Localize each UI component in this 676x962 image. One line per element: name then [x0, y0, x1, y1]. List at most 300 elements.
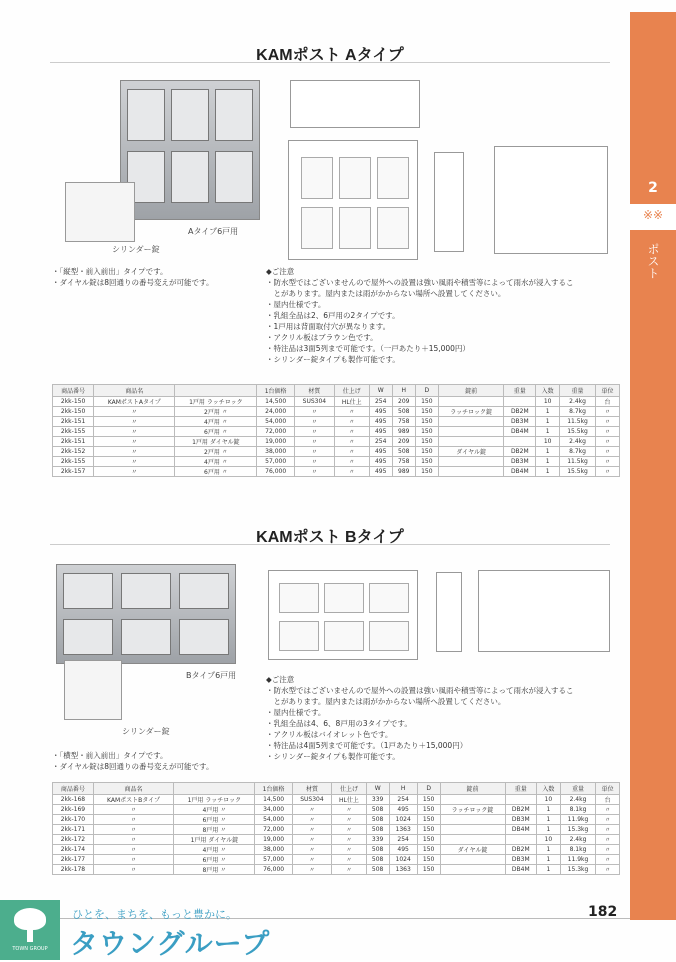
table-cell: DB2M: [505, 845, 537, 855]
section-b-note: ・防水型ではございませんので屋外への設置は強い風雨や積雪等によって雨水が浸入するこ: [266, 686, 574, 695]
table-cell: 508: [366, 815, 389, 825]
table-cell: 72,000: [257, 427, 295, 437]
section-a-note: ・1戸用は背面取付穴が異なります。: [266, 322, 391, 331]
table-cell: 508: [366, 825, 389, 835]
table-header-cell: 単位: [596, 385, 620, 397]
table-cell: 〃: [94, 437, 175, 447]
table-cell: 〃: [596, 845, 620, 855]
table-cell: 15.3kg: [560, 865, 596, 875]
section-b-back-drawing: [478, 570, 610, 652]
table-cell: 38,000: [255, 845, 292, 855]
brand-name: タウングループ: [70, 927, 271, 960]
table-cell: 495: [369, 407, 392, 417]
section-a-rule: [50, 62, 610, 63]
table-cell: 2戸用 〃: [175, 447, 257, 457]
table-header-cell: 重量: [505, 783, 537, 795]
table-header-cell: 材質: [294, 385, 334, 397]
table-row: [53, 467, 620, 477]
table-header-cell: H: [392, 385, 415, 397]
table-cell: 〃: [596, 805, 620, 815]
table-row: [53, 805, 620, 815]
table-cell: DB3M: [504, 457, 536, 467]
table-cell: 〃: [94, 427, 175, 437]
table-cell: 〃: [332, 825, 367, 835]
table-cell: 1戸用 ダイヤル錠: [175, 437, 257, 447]
table-cell: 1: [536, 407, 560, 417]
table-cell: 〃: [292, 835, 332, 845]
section-b-notes: [266, 674, 574, 762]
section-b-lock-inset-photo: [64, 660, 122, 720]
tree-icon: [14, 908, 46, 930]
table-cell: 254: [369, 437, 392, 447]
section-b-note: ・屋内仕様です。: [266, 708, 326, 717]
table-cell: 1: [537, 815, 561, 825]
table-cell: 339: [366, 795, 389, 805]
table-cell: 495: [389, 805, 417, 815]
table-cell: ラッチロック錠: [440, 805, 505, 815]
table-header-cell: 材質: [292, 783, 332, 795]
table-header-cell: W: [369, 385, 392, 397]
table-cell: 34,000: [255, 805, 292, 815]
table-cell: 495: [369, 447, 392, 457]
page-number: 182: [588, 904, 618, 920]
table-cell: 〃: [332, 805, 367, 815]
table-cell: 6戸用 〃: [175, 467, 257, 477]
table-cell: DB3M: [504, 417, 536, 427]
table-cell: 24,000: [257, 407, 295, 417]
table-header-cell: 錠前: [438, 385, 504, 397]
table-cell: 1: [537, 805, 561, 815]
table-cell: [438, 427, 504, 437]
table-header-cell: 商品名: [94, 385, 175, 397]
section-a-bullets: [52, 266, 213, 288]
table-cell: 〃: [332, 845, 367, 855]
section-b-note: ・特注品は4面5列まで可能です。（1戸あたり＋15,000円）: [266, 741, 468, 750]
table-cell: [440, 865, 505, 875]
table-cell: 1024: [389, 815, 417, 825]
table-cell: [440, 855, 505, 865]
table-cell: 〃: [596, 865, 620, 875]
table-cell: DB2M: [504, 447, 536, 457]
table-cell: 〃: [334, 457, 369, 467]
table-cell: 台: [596, 397, 620, 407]
table-row: [53, 437, 620, 447]
table-cell: 〃: [292, 825, 332, 835]
table-cell: 54,000: [257, 417, 295, 427]
section-b-inset-caption: シリンダー錠: [122, 727, 170, 736]
table-cell: 495: [369, 427, 392, 437]
table-cell: 150: [415, 407, 438, 417]
table-cell: 〃: [292, 855, 332, 865]
section-a-side-drawing: [290, 80, 420, 128]
table-cell: 508: [366, 865, 389, 875]
table-cell: 495: [369, 467, 392, 477]
table-header-row: [53, 783, 620, 795]
section-a-photo-caption: Aタイプ6戸用: [188, 227, 239, 236]
table-cell: 15.5kg: [560, 467, 596, 477]
table-cell: 〃: [292, 845, 332, 855]
section-a-notes-title: ◆ご注意: [266, 267, 295, 276]
table-cell: 〃: [292, 865, 332, 875]
table-cell: 2kk-170: [53, 815, 94, 825]
table-cell: 150: [415, 417, 438, 427]
table-cell: 2kk-151: [53, 417, 94, 427]
logo-text: TOWN GROUP: [12, 946, 48, 952]
table-cell: 11.5kg: [560, 417, 596, 427]
table-cell: 150: [417, 795, 440, 805]
side-tab-pattern: ※※: [642, 208, 664, 222]
table-cell: 8.7kg: [560, 447, 596, 457]
table-cell: 8戸用 〃: [174, 825, 255, 835]
table-cell: ラッチロック錠: [438, 407, 504, 417]
table-cell: 〃: [93, 815, 173, 825]
table-cell: 6戸用 〃: [174, 855, 255, 865]
table-cell: 150: [417, 855, 440, 865]
section-b-rule: [50, 544, 610, 545]
table-cell: 〃: [332, 835, 367, 845]
table-cell: ダイヤル錠: [438, 447, 504, 457]
table-cell: 150: [417, 865, 440, 875]
section-a-note: ・屋内仕様です。: [266, 300, 326, 309]
table-cell: 150: [415, 427, 438, 437]
town-group-logo: [0, 900, 60, 960]
table-row: [53, 825, 620, 835]
table-cell: 76,000: [255, 865, 292, 875]
table-cell: 1363: [389, 865, 417, 875]
table-cell: 11.5kg: [560, 457, 596, 467]
table-header-cell: 単位: [596, 783, 620, 795]
table-cell: [440, 795, 505, 805]
table-cell: [505, 835, 537, 845]
section-b-front-drawing: [268, 570, 418, 660]
table-cell: DB4M: [504, 427, 536, 437]
table-cell: [440, 835, 505, 845]
tree-trunk-icon: [27, 928, 33, 942]
table-cell: 〃: [332, 855, 367, 865]
table-cell: 495: [369, 457, 392, 467]
table-cell: 1: [536, 427, 560, 437]
section-b-bullets: [52, 750, 213, 772]
table-cell: 〃: [94, 457, 175, 467]
table-cell: [440, 825, 505, 835]
table-header-cell: 商品番号: [53, 783, 94, 795]
table-cell: 1: [537, 865, 561, 875]
table-cell: 2kk-172: [53, 835, 94, 845]
table-cell: 150: [417, 825, 440, 835]
table-cell: DB2M: [504, 407, 536, 417]
table-cell: 150: [417, 835, 440, 845]
section-a-note: ・特注品は3面5列まで可能です。（一戸あたり＋15,000円）: [266, 344, 470, 353]
table-cell: SUS304: [292, 795, 332, 805]
section-b-title: KAMポスト Bタイプ: [256, 529, 404, 546]
table-cell: 〃: [332, 865, 367, 875]
table-cell: DB3M: [505, 815, 537, 825]
table-row: [53, 835, 620, 845]
table-cell: [438, 437, 504, 447]
table-cell: 〃: [334, 467, 369, 477]
table-cell: 2kk-157: [53, 467, 94, 477]
table-header-cell: 商品番号: [53, 385, 94, 397]
table-cell: 989: [392, 427, 415, 437]
table-cell: 209: [392, 437, 415, 447]
table-header-cell: H: [389, 783, 417, 795]
table-cell: 150: [415, 437, 438, 447]
table-header-cell: D: [415, 385, 438, 397]
table-cell: 150: [415, 397, 438, 407]
table-cell: 〃: [334, 417, 369, 427]
table-cell: 〃: [93, 835, 173, 845]
table-cell: 〃: [596, 835, 620, 845]
table-cell: 10: [536, 437, 560, 447]
table-cell: 8戸用 〃: [174, 865, 255, 875]
table-cell: 10: [536, 397, 560, 407]
table-cell: 2kk-177: [53, 855, 94, 865]
table-cell: 1: [537, 855, 561, 865]
table-header-cell: 仕上げ: [334, 385, 369, 397]
section-a-note: とがあります。屋内または雨がかからない場所へ設置してください。: [266, 289, 506, 298]
section-b-notes-title: ◆ご注意: [266, 675, 295, 684]
table-row: [53, 427, 620, 437]
table-cell: 14,500: [257, 397, 295, 407]
table-cell: HL仕上: [334, 397, 369, 407]
table-cell: [438, 397, 504, 407]
table-cell: 〃: [294, 467, 334, 477]
table-cell: 508: [366, 845, 389, 855]
table-cell: 254: [369, 397, 392, 407]
table-cell: 150: [417, 805, 440, 815]
table-cell: 〃: [596, 457, 620, 467]
table-cell: 10: [537, 795, 561, 805]
table-cell: 6戸用 〃: [175, 427, 257, 437]
table-cell: 4戸用 〃: [175, 417, 257, 427]
table-cell: 72,000: [255, 825, 292, 835]
table-cell: 2戸用 〃: [175, 407, 257, 417]
table-cell: 2kk-155: [53, 457, 94, 467]
table-cell: 1戸用 ラッチロック: [174, 795, 255, 805]
table-cell: 〃: [596, 467, 620, 477]
table-cell: 〃: [292, 805, 332, 815]
table-cell: 〃: [294, 457, 334, 467]
table-cell: 15.5kg: [560, 427, 596, 437]
section-b-note: とがあります。屋内または雨がかからない場所へ設置してください。: [266, 697, 506, 706]
table-cell: 4戸用 〃: [174, 805, 255, 815]
table-cell: 〃: [596, 407, 620, 417]
table-row: [53, 457, 620, 467]
section-a-note: ・防水型ではございませんので屋外への設置は強い風雨や積雪等によって雨水が浸入するこ: [266, 278, 574, 287]
table-cell: 〃: [93, 845, 173, 855]
side-tab-bottom-bar: [630, 292, 676, 920]
table-cell: DB2M: [505, 805, 537, 815]
table-cell: 〃: [596, 825, 620, 835]
table-cell: HL仕上: [332, 795, 367, 805]
table-cell: 209: [392, 397, 415, 407]
table-cell: 2kk-151: [53, 437, 94, 447]
table-cell: 〃: [332, 815, 367, 825]
table-cell: 508: [366, 805, 389, 815]
table-cell: 508: [392, 447, 415, 457]
table-cell: 150: [415, 467, 438, 477]
table-cell: 〃: [596, 447, 620, 457]
table-row: [53, 417, 620, 427]
table-cell: [440, 815, 505, 825]
table-cell: 2kk-169: [53, 805, 94, 815]
section-b-note: ・乳組全品は4、6、8戸用の3タイプです。: [266, 719, 412, 728]
table-cell: 15.3kg: [560, 825, 596, 835]
table-row: [53, 845, 620, 855]
table-cell: 2kk-150: [53, 397, 94, 407]
table-cell: 4戸用 〃: [174, 845, 255, 855]
table-cell: 254: [389, 835, 417, 845]
table-cell: 1: [536, 457, 560, 467]
table-cell: 508: [366, 855, 389, 865]
table-cell: 〃: [334, 427, 369, 437]
table-header-cell: [174, 783, 255, 795]
table-cell: 150: [417, 815, 440, 825]
table-cell: KAMポストBタイプ: [93, 795, 173, 805]
table-cell: 〃: [93, 865, 173, 875]
table-cell: 54,000: [255, 815, 292, 825]
table-cell: 〃: [596, 417, 620, 427]
section-a-title: KAMポスト Aタイプ: [256, 47, 404, 64]
table-header-cell: 1台価格: [255, 783, 292, 795]
table-cell: 2.4kg: [560, 795, 596, 805]
table-cell: 4戸用 〃: [175, 457, 257, 467]
table-cell: 10: [537, 835, 561, 845]
table-cell: 〃: [94, 447, 175, 457]
chapter-number: 2: [630, 172, 676, 204]
table-cell: 758: [392, 457, 415, 467]
table-cell: 台: [596, 795, 620, 805]
table-cell: 1024: [389, 855, 417, 865]
table-cell: [438, 467, 504, 477]
table-row: [53, 447, 620, 457]
table-header-cell: 商品名: [93, 783, 173, 795]
table-row: [53, 855, 620, 865]
table-header-cell: 重量: [560, 385, 596, 397]
table-cell: 1: [537, 825, 561, 835]
table-cell: 6戸用 〃: [174, 815, 255, 825]
table-cell: 989: [392, 467, 415, 477]
table-cell: KAMポストAタイプ: [94, 397, 175, 407]
table-cell: 2kk-168: [53, 795, 94, 805]
table-cell: 76,000: [257, 467, 295, 477]
table-cell: 19,000: [255, 835, 292, 845]
table-cell: 1: [536, 467, 560, 477]
section-a-lock-inset-photo: [65, 182, 135, 242]
table-cell: 〃: [596, 815, 620, 825]
table-cell: 1363: [389, 825, 417, 835]
table-cell: 339: [366, 835, 389, 845]
table-cell: 38,000: [257, 447, 295, 457]
section-b-bullet: ・ダイヤル錠は8回通りの番号変えが可能です。: [52, 762, 214, 771]
section-b-depth-drawing: [436, 572, 462, 652]
table-cell: 〃: [334, 437, 369, 447]
table-cell: 2kk-174: [53, 845, 94, 855]
table-cell: 2kk-155: [53, 427, 94, 437]
table-cell: SUS304: [294, 397, 334, 407]
table-cell: 150: [417, 845, 440, 855]
table-cell: 2kk-178: [53, 865, 94, 875]
table-cell: ダイヤル錠: [440, 845, 505, 855]
table-cell: [504, 397, 536, 407]
brand-tagline: ひとを、まちを、もっと豊かに。: [72, 908, 237, 921]
table-cell: 508: [392, 407, 415, 417]
table-cell: 57,000: [255, 855, 292, 865]
table-header-cell: 重量: [560, 783, 596, 795]
section-b-spec-table: [52, 782, 620, 875]
table-cell: 〃: [294, 437, 334, 447]
section-a-note: ・シリンダー錠タイプも製作可能です。: [266, 355, 400, 364]
table-cell: 8.1kg: [560, 845, 596, 855]
table-cell: 57,000: [257, 457, 295, 467]
table-row: [53, 815, 620, 825]
table-cell: [504, 437, 536, 447]
table-cell: 11.9kg: [560, 815, 596, 825]
table-header-cell: 入数: [537, 783, 561, 795]
section-a-note: ・アクリル板はブラウン色です。: [266, 333, 378, 342]
section-a-note: ・乳組全品は2、6戸用の2タイプです。: [266, 311, 400, 320]
section-a-spec-table: [52, 384, 620, 477]
table-cell: 〃: [334, 447, 369, 457]
table-cell: 1: [536, 447, 560, 457]
table-header-cell: 重量: [504, 385, 536, 397]
table-cell: 1: [537, 845, 561, 855]
table-row: [53, 865, 620, 875]
table-cell: 150: [415, 457, 438, 467]
table-cell: 2.4kg: [560, 835, 596, 845]
section-b-note: ・アクリル板はバイオレット色です。: [266, 730, 393, 739]
table-cell: 〃: [334, 407, 369, 417]
table-header-cell: W: [366, 783, 389, 795]
table-header-cell: 1台価格: [257, 385, 295, 397]
table-header-cell: [175, 385, 257, 397]
table-cell: DB4M: [505, 825, 537, 835]
section-a-product-photo: [120, 80, 260, 220]
table-cell: 2.4kg: [560, 437, 596, 447]
table-cell: 495: [369, 417, 392, 427]
table-cell: 〃: [294, 447, 334, 457]
table-cell: 2kk-152: [53, 447, 94, 457]
table-header-cell: 錠前: [440, 783, 505, 795]
table-cell: 〃: [93, 825, 173, 835]
table-cell: 14,500: [255, 795, 292, 805]
table-cell: 〃: [596, 427, 620, 437]
table-cell: [505, 795, 537, 805]
section-a-inset-caption: シリンダー錠: [112, 245, 160, 254]
section-a-bullet: ・ダイヤル錠は8回通りの番号変えが可能です。: [52, 278, 214, 287]
table-header-cell: 仕上げ: [332, 783, 367, 795]
section-a-bullet: ・「縦型・前入前出」タイプです。: [52, 267, 168, 276]
table-cell: 〃: [93, 855, 173, 865]
section-a-notes: [266, 266, 574, 365]
table-cell: 〃: [294, 407, 334, 417]
table-row: [53, 407, 620, 417]
table-cell: 11.9kg: [560, 855, 596, 865]
table-cell: 1戸用 ダイヤル錠: [174, 835, 255, 845]
table-cell: 254: [389, 795, 417, 805]
section-b-note: ・シリンダー錠タイプも製作可能です。: [266, 752, 400, 761]
table-cell: [438, 457, 504, 467]
table-cell: 〃: [94, 417, 175, 427]
table-header-cell: D: [417, 783, 440, 795]
section-b-product-photo: [56, 564, 236, 664]
table-row: [53, 397, 620, 407]
chapter-label: ポスト: [630, 230, 676, 292]
table-cell: DB4M: [504, 467, 536, 477]
table-cell: 〃: [596, 437, 620, 447]
table-cell: 8.1kg: [560, 805, 596, 815]
table-cell: 〃: [292, 815, 332, 825]
